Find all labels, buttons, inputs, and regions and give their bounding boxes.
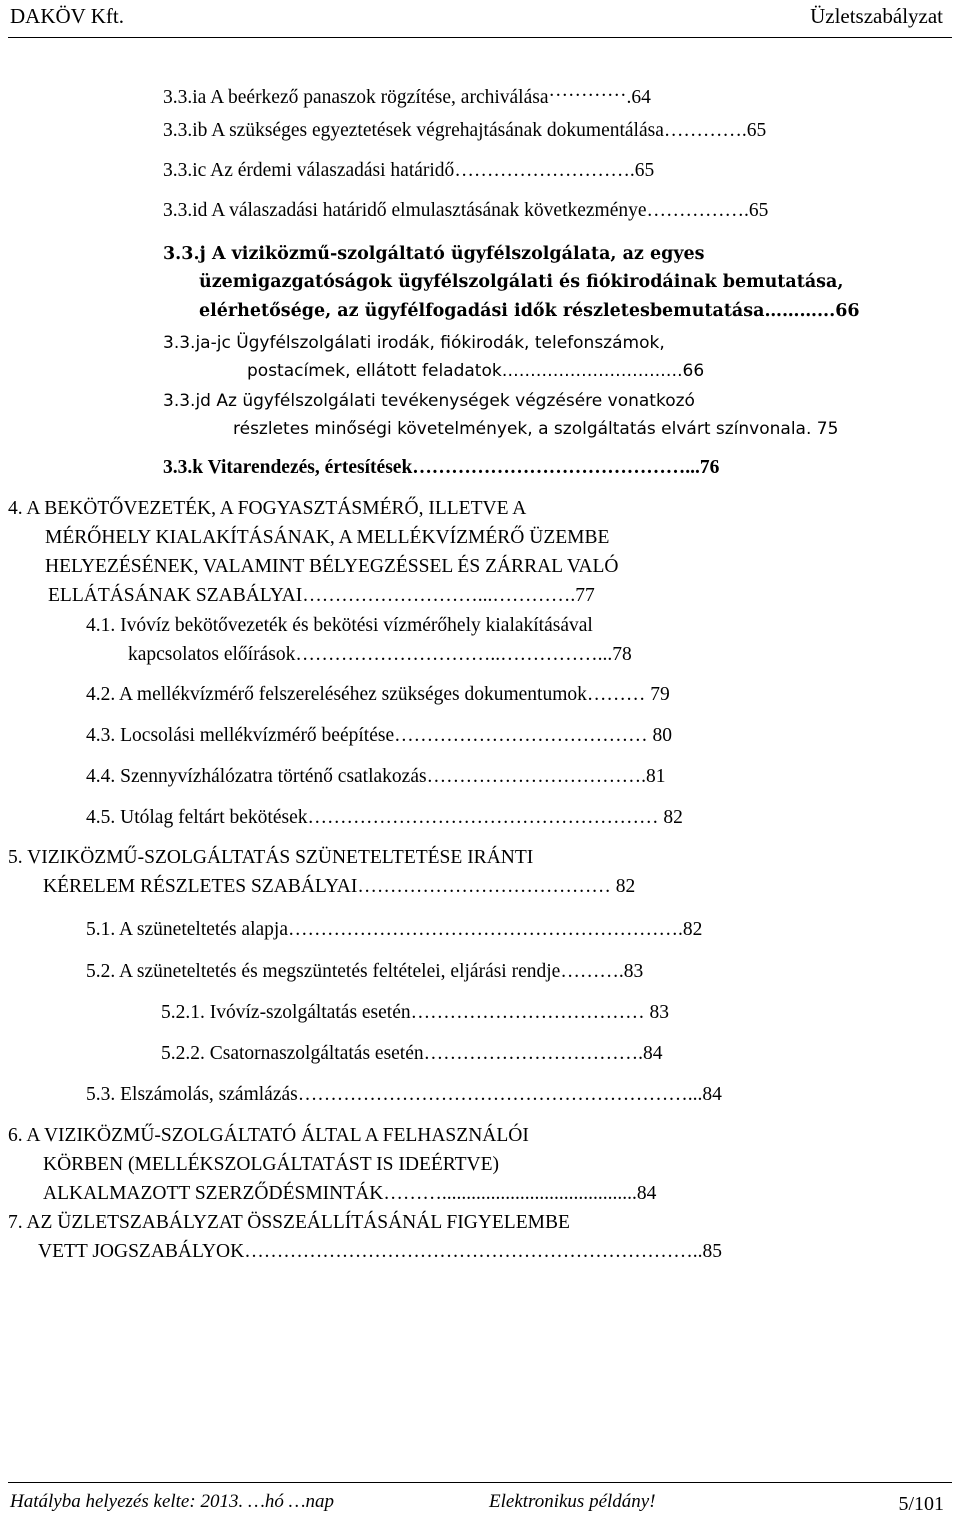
toc-entry-title: részletes minőségi követelmények, a szolgáltatás elvárt színvonala xyxy=(233,419,806,439)
toc-entry-title: üzemigazgatóságok ügyfélszolgálati és fiókirodáinak bemutatása, xyxy=(199,272,844,292)
toc-entry-page: ...78 xyxy=(597,644,632,665)
toc-entry-leader: ………..................................... xyxy=(383,1183,623,1204)
toc-entry-leader: ……………………………………………… xyxy=(307,807,659,828)
toc-entry-leader: …………… xyxy=(646,200,745,221)
toc-entry-leader: ………… xyxy=(663,120,742,141)
toc-entry-continuation[interactable] xyxy=(38,1240,722,1264)
toc-entry-leader: ………… xyxy=(548,80,627,101)
toc-entry-page: ...84 xyxy=(687,1084,722,1105)
toc-entry[interactable] xyxy=(163,159,654,183)
toc-entry-page: .83 xyxy=(618,961,644,982)
toc-entry-title: 3.3.ib A szükséges egyeztetések végrehajtásának dokumentálása xyxy=(163,120,664,141)
toc-entry-page: .66 xyxy=(677,361,705,381)
toc-entry-title: 3.3.j A viziközmű-szolgáltató ügyfélszolgálata, az egyes xyxy=(163,244,705,264)
toc-entry-leader: …………………………………………………… xyxy=(287,919,678,940)
toc-entry-page: .84 xyxy=(638,1043,663,1064)
page-number: 5/101 xyxy=(898,1493,944,1515)
toc-entry-page: 80 xyxy=(647,725,672,746)
toc-entry-page: ...66 xyxy=(816,301,860,321)
toc-entry[interactable] xyxy=(161,1042,663,1066)
toc-entry-page: ...84 xyxy=(622,1183,657,1204)
toc-entry-leader: …………………………… xyxy=(426,766,642,787)
toc-entry[interactable] xyxy=(86,614,593,638)
toc-entry-page: .65 xyxy=(741,120,767,141)
toc-entry-continuation xyxy=(45,526,609,550)
toc-entry[interactable] xyxy=(163,79,938,110)
toc-entry-page: .64 xyxy=(626,87,651,108)
footer-rule xyxy=(8,1482,952,1483)
toc-entry[interactable] xyxy=(163,119,766,143)
toc-entry[interactable] xyxy=(163,199,768,223)
toc-chapter[interactable] xyxy=(8,846,533,870)
toc-entry-page: .82 xyxy=(677,919,703,940)
toc-entry-title: 4. A BEKÖTŐVEZETÉK, A FOGYASZTÁSMÉRŐ, ILLETVE A xyxy=(8,498,527,519)
toc-entry-page: 82 xyxy=(658,807,683,828)
toc-entry-leader: …………………………………… xyxy=(412,457,686,478)
toc-entry-leader: …………………………… xyxy=(423,1043,639,1064)
toc-entry-page: 83 xyxy=(644,1002,669,1023)
toc-entry-title: 7. AZ ÜZLETSZABÁLYZAT ÖSSZEÁLLÍTÁSÁNÁL FIGYELEMBE xyxy=(8,1212,570,1233)
toc-entry[interactable] xyxy=(86,724,672,748)
toc-entry-page: 79 xyxy=(645,684,670,705)
toc-chapter[interactable] xyxy=(8,1124,529,1148)
toc-entry-page: 82 xyxy=(610,876,636,897)
toc-entry-title: 5.2.1. Ivóvíz-szolgáltatás esetén xyxy=(161,1002,411,1023)
toc-entry-leader: . xyxy=(805,419,812,439)
toc-entry-leader: ……………………………… xyxy=(410,1002,645,1023)
toc-entry[interactable] xyxy=(86,918,702,942)
toc-entry[interactable] xyxy=(86,765,665,789)
toc-entry-title: VETT JOGSZABÁLYOK xyxy=(38,1241,245,1262)
toc-entry-leader: …………………………..…………… xyxy=(295,644,598,665)
toc-entry-continuation[interactable] xyxy=(199,299,860,323)
toc-entry-title: 3.3.id A válaszadási határidő elmulasztásának következménye xyxy=(163,200,647,221)
effective-date: Hatályba helyezés kelte: 2013. …hó …nap xyxy=(10,1491,334,1512)
toc-entry-title: ELLÁTÁSÁNAK SZABÁLYAI xyxy=(48,585,303,606)
document-title: Üzletszabályzat xyxy=(810,4,943,28)
toc-entry-continuation[interactable] xyxy=(43,1182,656,1206)
toc-entry-title: postacímek, ellátott feladatok xyxy=(247,361,502,381)
toc-entry-leader: ……………………….… xyxy=(501,361,678,381)
toc-entry-leader: ………………………...………… xyxy=(302,585,571,606)
toc-entry-page: ...76 xyxy=(685,457,720,478)
toc-entry-title: 4.5. Utólag feltárt bekötések xyxy=(86,807,308,828)
company-name: DAKÖV Kft. xyxy=(10,4,124,28)
toc-entry-leader: ……………………… xyxy=(454,160,630,181)
toc-entry-page: 75 xyxy=(811,419,839,439)
toc-entry-page: .65 xyxy=(629,160,655,181)
toc-entry[interactable] xyxy=(86,683,670,707)
toc-entry-page: .77 xyxy=(570,585,595,606)
toc-entry-page: .65 xyxy=(744,200,769,221)
toc-entry-continuation[interactable] xyxy=(247,359,704,383)
electronic-copy-note: Elektronikus példány! xyxy=(489,1491,656,1512)
toc-entry-title: 3.3.ia A beérkező panaszok rögzítése, archiválása xyxy=(163,87,549,108)
toc-entry-page: .81 xyxy=(641,766,666,787)
toc-entry-leader: …………………………………………………… xyxy=(297,1084,688,1105)
toc-entry-title: 3.3.ja-jc Ügyfélszolgálati irodák, fiókirodák, telefonszámok, xyxy=(163,333,665,353)
toc-entry-leader: ………………………………… xyxy=(394,725,648,746)
toc-entry-title: ALKALMAZOTT SZERZŐDÉSMINTÁK xyxy=(43,1183,384,1204)
toc-entry-continuation xyxy=(199,270,843,294)
toc-entry-title: 4.4. Szennyvízhálózatra történő csatlakozás xyxy=(86,766,427,787)
toc-entry-title: MÉRŐHELY KIALAKÍTÁSÁNAK, A MELLÉKVÍZMÉRŐ ÜZEMBE xyxy=(45,527,610,548)
toc-entry-title: kapcsolatos előírások xyxy=(128,644,296,665)
toc-chapter[interactable] xyxy=(8,497,526,521)
toc-entry-title: KÖRBEN (MELLÉKSZOLGÁLTATÁST IS IDEÉRTVE) xyxy=(43,1154,500,1175)
toc-entry-title: 3.3.ic Az érdemi válaszadási határidő xyxy=(163,160,455,181)
toc-entry-title: 3.3.jd Az ügyfélszolgálati tevékenységek végzésére vonatkozó xyxy=(163,391,695,411)
toc-entry[interactable] xyxy=(86,806,683,830)
toc-entry-continuation[interactable] xyxy=(128,643,632,667)
toc-entry-title: KÉRELEM RÉSZLETES SZABÁLYAI xyxy=(43,876,358,897)
toc-entry-title: elérhetősége, az ügyfélfogadási idők részletesbemutatása xyxy=(199,301,765,321)
toc-entry-continuation xyxy=(43,1153,499,1177)
toc-entry[interactable] xyxy=(163,331,665,355)
toc-entry-leader: ……… xyxy=(560,961,619,982)
toc-entry-title: 4.1. Ivóvíz bekötővezeték és bekötési vízmérőhely kialakításával xyxy=(86,615,593,636)
toc-entry-title: 4.2. A mellékvízmérő felszereléséhez szükséges dokumentumok xyxy=(86,684,587,705)
toc-entry[interactable] xyxy=(163,389,695,413)
toc-entry-title: 3.3.k Vitarendezés, értesítések xyxy=(163,457,413,478)
toc-entry-page: ..85 xyxy=(692,1241,722,1262)
toc-entry[interactable] xyxy=(86,1083,722,1107)
toc-entry-title: 4.3. Locsolási mellékvízmérő beépítése xyxy=(86,725,395,746)
toc-entry-leader: ………………………………… xyxy=(357,876,611,897)
toc-entry[interactable] xyxy=(163,242,705,266)
toc-entry-continuation[interactable] xyxy=(233,417,838,441)
toc-entry-leader: ……… xyxy=(586,684,646,705)
toc-entry-leader: ……… xyxy=(764,301,817,321)
toc-entry-title: 5.3. Elszámolás, számlázás xyxy=(86,1084,298,1105)
toc-entry-continuation xyxy=(45,555,619,579)
toc-entry-leader: …………………………………………………………… xyxy=(244,1241,693,1262)
toc-entry[interactable] xyxy=(161,1001,669,1025)
toc-chapter[interactable] xyxy=(8,1211,570,1235)
toc-entry-title: 6. A VIZIKÖZMŰ-SZOLGÁLTATÓ ÁLTAL A FELHASZNÁLÓI xyxy=(8,1125,529,1146)
toc-entry-title: 5.1. A szüneteltetés alapja xyxy=(86,919,288,940)
toc-entry[interactable] xyxy=(86,960,643,984)
toc-entry[interactable] xyxy=(163,456,719,480)
toc-entry-title: 5.2. A szüneteltetés és megszüntetés feltételei, eljárási rendje xyxy=(86,961,561,982)
toc-entry-title: 5. VIZIKÖZMŰ-SZOLGÁLTATÁS SZÜNETELTETÉSE IRÁNTI xyxy=(8,847,534,868)
toc-entry-title: HELYEZÉSÉNEK, VALAMINT BÉLYEGZÉSSEL ÉS ZÁRRAL VALÓ xyxy=(45,556,619,577)
toc-entry-continuation[interactable] xyxy=(43,875,635,899)
toc-entry-continuation[interactable] xyxy=(48,584,595,608)
toc-entry-title: 5.2.2. Csatornaszolgáltatás esetén xyxy=(161,1043,424,1064)
